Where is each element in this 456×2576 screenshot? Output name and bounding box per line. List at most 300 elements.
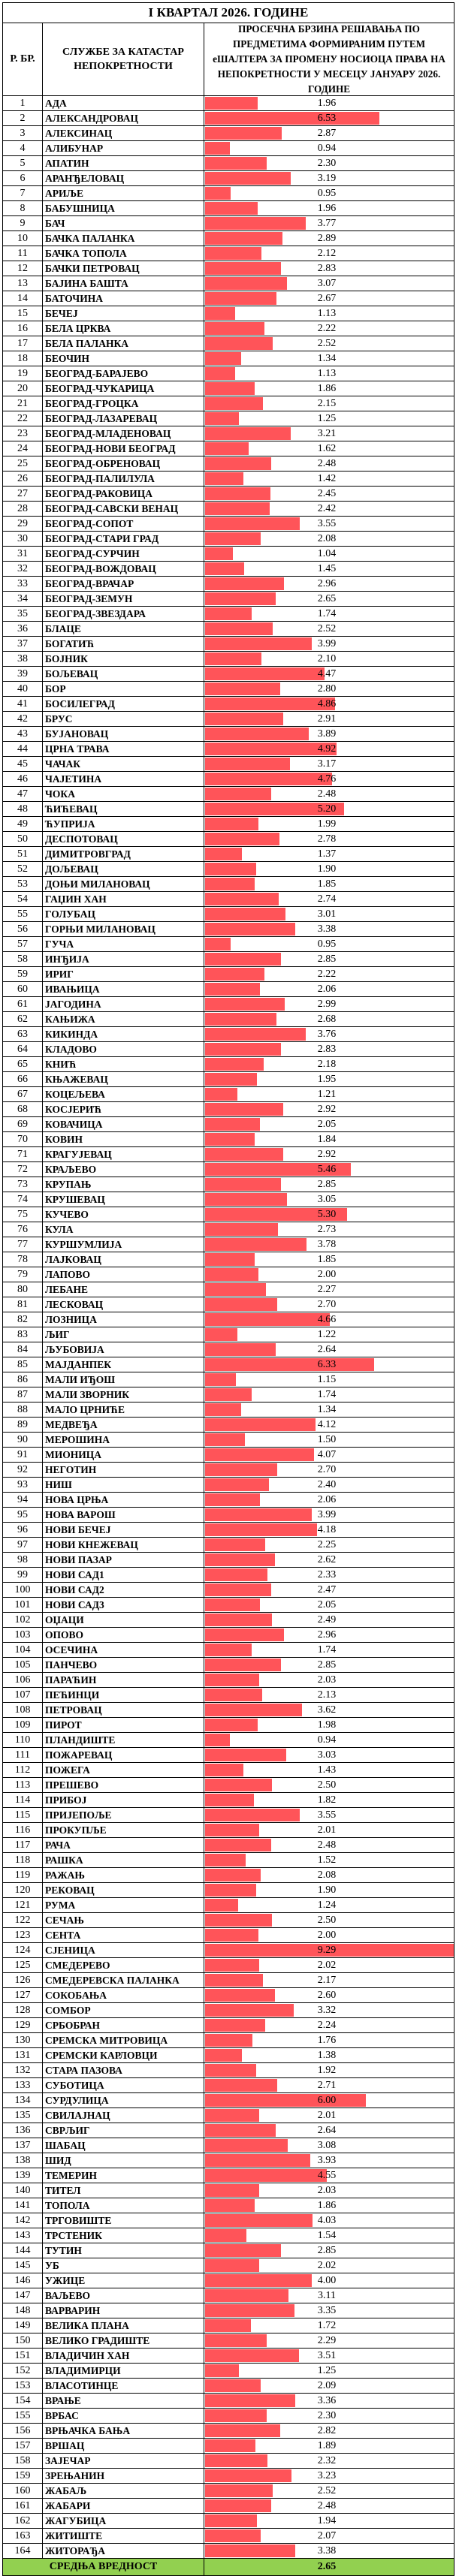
table-row <box>3 141 454 156</box>
table-row <box>3 1868 454 1883</box>
row-number: 112 <box>3 1763 43 1777</box>
value-cell <box>204 2063 454 2077</box>
value-cell <box>204 832 454 846</box>
value-text: 3.93 <box>317 2155 337 2166</box>
value-text: 1.86 <box>317 383 337 394</box>
value-text: 4.76 <box>317 773 337 785</box>
value-cell <box>204 1463 454 1477</box>
row-number: 118 <box>3 1853 43 1867</box>
service-name: НОВИ САД1 <box>43 1568 204 1582</box>
value-cell <box>204 1673 454 1687</box>
service-name: НОВИ САД3 <box>43 1598 204 1612</box>
row-number: 83 <box>3 1327 43 1342</box>
value-cell <box>204 1613 454 1627</box>
row-number: 137 <box>3 2138 43 2153</box>
table-row <box>3 366 454 381</box>
value-cell <box>204 1838 454 1852</box>
row-number: 35 <box>3 607 43 621</box>
row-number: 124 <box>3 1943 43 1957</box>
service-name: АЛЕКСАНДРОВАЦ <box>43 111 204 125</box>
value-cell <box>204 2364 454 2378</box>
row-number: 147 <box>3 2288 43 2303</box>
table-row <box>3 2303 454 2318</box>
table-row <box>3 1538 454 1553</box>
row-number: 126 <box>3 1973 43 1987</box>
value-text: 0.94 <box>317 143 337 154</box>
service-name: СОКОБАЊА <box>43 1988 204 2002</box>
value-cell <box>204 351 454 366</box>
row-number: 5 <box>3 156 43 170</box>
service-name: КРУШЕВАЦ <box>43 1192 204 1207</box>
table-row <box>3 2454 454 2469</box>
table-row <box>3 2093 454 2108</box>
header-service: СЛУЖБЕ ЗА КАТАСТАР НЕПОКРЕТНОСТИ <box>43 23 204 95</box>
service-name: ВЛАДИЧИН ХАН <box>43 2349 204 2363</box>
row-number: 162 <box>3 2514 43 2528</box>
value-cell <box>204 2424 454 2438</box>
table-row <box>3 126 454 141</box>
value-text: 3.36 <box>317 2395 337 2406</box>
service-name: БЕОГРАД-ЛАЗАРЕВАЦ <box>43 411 204 426</box>
table-row <box>3 396 454 411</box>
row-number: 134 <box>3 2093 43 2107</box>
table-row <box>3 1988 454 2003</box>
value-cell <box>204 381 454 396</box>
row-number: 146 <box>3 2273 43 2288</box>
value-text: 3.55 <box>317 1809 337 1821</box>
service-name: НИШ <box>43 1478 204 1492</box>
row-number: 12 <box>3 261 43 276</box>
service-name: БЕОГРАД-ЧУКАРИЦА <box>43 381 204 396</box>
service-name: МЕРОШИНА <box>43 1433 204 1447</box>
value-text: 1.13 <box>317 368 337 379</box>
value-text: 2.65 <box>317 593 337 604</box>
value-cell <box>204 2454 454 2468</box>
service-name: КОСЈЕРИЋ <box>43 1102 204 1116</box>
table-row <box>3 2364 454 2379</box>
row-number: 107 <box>3 1688 43 1702</box>
value-cell <box>204 1808 454 1822</box>
row-number: 111 <box>3 1748 43 1762</box>
table-row <box>3 1237 454 1252</box>
service-name: СМЕДЕРЕВСКА ПАЛАНКА <box>43 1973 204 1987</box>
service-name: НОВИ ПАЗАР <box>43 1553 204 1567</box>
table-row <box>3 592 454 607</box>
service-name: ЗАЈЕЧАР <box>43 2454 204 2468</box>
row-number: 110 <box>3 1733 43 1747</box>
value-text: 3.23 <box>317 2470 337 2481</box>
table-row <box>3 2063 454 2078</box>
row-number: 153 <box>3 2379 43 2393</box>
row-number: 115 <box>3 1808 43 1822</box>
value-text: 1.96 <box>317 203 337 214</box>
service-name: СМЕДЕРЕВО <box>43 1958 204 1972</box>
service-name: ЋИЋЕВАЦ <box>43 802 204 816</box>
row-number: 156 <box>3 2424 43 2438</box>
table-row <box>3 547 454 562</box>
service-name: СВИЛАЈНАЦ <box>43 2108 204 2123</box>
row-number: 102 <box>3 1613 43 1627</box>
service-name: СТАРА ПАЗОВА <box>43 2063 204 2077</box>
table-row <box>3 937 454 952</box>
row-number: 120 <box>3 1883 43 1897</box>
table-body <box>3 96 454 2559</box>
value-cell <box>204 2183 454 2198</box>
value-text: 2.22 <box>317 969 337 980</box>
value-text: 1.04 <box>317 548 337 559</box>
table-row <box>3 2168 454 2183</box>
table-row <box>3 1523 454 1538</box>
table-row <box>3 2469 454 2484</box>
value-text: 1.13 <box>317 308 337 319</box>
value-cell <box>204 2439 454 2453</box>
value-text: 2.29 <box>317 2335 337 2346</box>
value-cell <box>204 366 454 381</box>
service-name: ЖИТИШТЕ <box>43 2529 204 2543</box>
table-row <box>3 2409 454 2424</box>
row-number: 50 <box>3 832 43 846</box>
table-row <box>3 1147 454 1162</box>
value-cell <box>204 1643 454 1657</box>
row-number: 13 <box>3 276 43 291</box>
service-name: СЕНТА <box>43 1928 204 1942</box>
row-number: 62 <box>3 1012 43 1026</box>
table-row <box>3 2123 454 2138</box>
row-number: 32 <box>3 562 43 576</box>
service-name: ДОЊИ МИЛАНОВАЦ <box>43 877 204 891</box>
table-row <box>3 1207 454 1222</box>
value-text: 2.85 <box>317 1659 337 1671</box>
value-cell <box>204 787 454 801</box>
value-cell <box>204 1988 454 2002</box>
row-number: 53 <box>3 877 43 891</box>
value-text: 2.48 <box>317 788 337 800</box>
table-row <box>3 1928 454 1943</box>
table-row <box>3 952 454 967</box>
service-name: БРУС <box>43 712 204 726</box>
row-number: 71 <box>3 1147 43 1161</box>
value-text: 1.43 <box>317 1764 337 1776</box>
table-row <box>3 276 454 291</box>
table-row <box>3 817 454 832</box>
value-cell <box>204 1252 454 1267</box>
table-row <box>3 1387 454 1402</box>
row-number: 76 <box>3 1222 43 1237</box>
value-cell <box>204 1823 454 1837</box>
row-number: 48 <box>3 802 43 816</box>
value-text: 3.03 <box>317 1749 337 1761</box>
table-row <box>3 1418 454 1433</box>
value-text: 2.87 <box>317 128 337 139</box>
row-number: 66 <box>3 1072 43 1086</box>
service-name: ЧАЈЕТИНА <box>43 772 204 786</box>
service-name: ТРГОВИШТЕ <box>43 2213 204 2228</box>
table-row <box>3 456 454 472</box>
row-number: 128 <box>3 2003 43 2017</box>
data-table <box>2 2 454 2576</box>
row-number: 138 <box>3 2153 43 2168</box>
service-name: ИРИГ <box>43 967 204 981</box>
service-name: МИОНИЦА <box>43 1448 204 1462</box>
table-row <box>3 1342 454 1357</box>
row-number: 18 <box>3 351 43 366</box>
value-text: 2.52 <box>317 2485 337 2496</box>
table-row <box>3 246 454 261</box>
value-cell <box>204 2409 454 2423</box>
row-number: 59 <box>3 967 43 981</box>
value-text: 2.06 <box>317 984 337 995</box>
service-name: ИВАЊИЦА <box>43 982 204 996</box>
row-number: 119 <box>3 1868 43 1882</box>
service-name: БЕОГРАД-СУРЧИН <box>43 547 204 561</box>
value-text: 3.35 <box>317 2305 337 2316</box>
service-name: ОЏАЦИ <box>43 1613 204 1627</box>
table-row <box>3 2349 454 2364</box>
value-cell <box>204 1553 454 1567</box>
value-text: 1.74 <box>317 608 337 619</box>
table-row <box>3 2288 454 2303</box>
service-name: ПРИБОЈ <box>43 1793 204 1807</box>
table-row <box>3 1883 454 1898</box>
value-cell <box>204 712 454 726</box>
value-cell <box>204 2273 454 2288</box>
value-text: 2.70 <box>317 1464 337 1475</box>
row-number: 92 <box>3 1463 43 1477</box>
row-number: 142 <box>3 2213 43 2228</box>
value-text: 2.06 <box>317 1494 337 1505</box>
value-text: 1.85 <box>317 1254 337 1265</box>
row-number: 30 <box>3 532 43 546</box>
row-number: 4 <box>3 141 43 155</box>
value-cell <box>204 1267 454 1282</box>
table-row <box>3 381 454 396</box>
value-text: 4.03 <box>317 2215 337 2226</box>
table-row <box>3 2018 454 2033</box>
table-row <box>3 351 454 366</box>
value-cell <box>204 246 454 261</box>
row-number: 67 <box>3 1087 43 1101</box>
table-row <box>3 637 454 652</box>
value-text: 1.90 <box>317 1885 337 1896</box>
row-number: 16 <box>3 321 43 336</box>
service-name: АЛИБУНАР <box>43 141 204 155</box>
row-number: 37 <box>3 637 43 651</box>
row-number: 125 <box>3 1958 43 1972</box>
row-number: 45 <box>3 757 43 771</box>
table-row <box>3 201 454 216</box>
value-cell <box>204 2318 454 2333</box>
value-text: 1.85 <box>317 878 337 890</box>
value-text: 4.12 <box>317 1419 337 1430</box>
table-row <box>3 1042 454 1057</box>
value-cell <box>204 757 454 771</box>
table-row <box>3 2273 454 2288</box>
table-title: I КВАРТАЛ 2026. ГОДИНЕ <box>3 3 454 23</box>
table-row <box>3 231 454 246</box>
service-name: КАЊИЖА <box>43 1012 204 1026</box>
row-number: 82 <box>3 1312 43 1327</box>
value-text: 3.89 <box>317 728 337 740</box>
value-cell <box>204 847 454 861</box>
table-row <box>3 472 454 487</box>
row-number: 42 <box>3 712 43 726</box>
service-name: АРАНЂЕЛОВАЦ <box>43 171 204 185</box>
value-text: 2.24 <box>317 2020 337 2031</box>
row-number: 87 <box>3 1387 43 1402</box>
row-number: 6 <box>3 171 43 185</box>
value-cell <box>204 1973 454 1987</box>
value-text: 5.46 <box>317 1164 337 1175</box>
table-row <box>3 171 454 186</box>
service-name: КРУПАЊ <box>43 1177 204 1192</box>
table-row <box>3 1688 454 1703</box>
value-cell <box>204 276 454 291</box>
service-name: ЗРЕЊАНИН <box>43 2469 204 2483</box>
row-number: 10 <box>3 231 43 246</box>
value-text: 1.95 <box>317 1074 337 1085</box>
value-text: 2.02 <box>317 1960 337 1971</box>
row-number: 15 <box>3 306 43 321</box>
value-text: 2.50 <box>317 1779 337 1791</box>
value-cell <box>204 667 454 681</box>
value-cell <box>204 997 454 1011</box>
value-cell <box>204 2288 454 2303</box>
service-name: ГОЛУБАЦ <box>43 907 204 921</box>
row-number: 24 <box>3 441 43 456</box>
row-number: 3 <box>3 126 43 140</box>
row-number: 80 <box>3 1282 43 1297</box>
value-text: 1.45 <box>317 563 337 574</box>
service-name: ТОПОЛА <box>43 2198 204 2213</box>
value-cell <box>204 1312 454 1327</box>
table-row <box>3 982 454 997</box>
value-cell <box>204 1478 454 1492</box>
value-text: 4.00 <box>317 2275 337 2286</box>
row-number: 96 <box>3 1523 43 1537</box>
table-row <box>3 96 454 111</box>
value-cell <box>204 1763 454 1777</box>
value-text: 3.55 <box>317 518 337 529</box>
table-row <box>3 667 454 682</box>
value-cell <box>204 2379 454 2393</box>
value-cell <box>204 2529 454 2543</box>
value-text: 1.82 <box>317 1794 337 1806</box>
service-name: ВРБАС <box>43 2409 204 2423</box>
table-row <box>3 967 454 982</box>
value-cell <box>204 1958 454 1972</box>
row-number: 81 <box>3 1297 43 1312</box>
service-name: БАБУШНИЦА <box>43 201 204 215</box>
service-name: КНИЋ <box>43 1057 204 1071</box>
table-row <box>3 426 454 441</box>
table-row <box>3 1463 454 1478</box>
service-name: БАЧКИ ПЕТРОВАЦ <box>43 261 204 276</box>
value-text: 2.40 <box>317 1479 337 1490</box>
value-text: 1.96 <box>317 98 337 109</box>
value-text: 2.30 <box>317 158 337 169</box>
value-cell <box>204 2514 454 2528</box>
value-text: 2.45 <box>317 488 337 499</box>
service-name: БЕОГРАД-ГРОЦКА <box>43 396 204 411</box>
row-number: 68 <box>3 1102 43 1116</box>
row-number: 123 <box>3 1928 43 1942</box>
service-name: СЕЧАЊ <box>43 1913 204 1927</box>
value-cell <box>204 1898 454 1912</box>
table-row <box>3 2379 454 2394</box>
row-number: 31 <box>3 547 43 561</box>
value-cell <box>204 441 454 456</box>
row-number: 157 <box>3 2439 43 2453</box>
value-cell <box>204 517 454 531</box>
service-name: МАЈДАНПЕК <box>43 1357 204 1372</box>
row-number: 2 <box>3 111 43 125</box>
row-number: 49 <box>3 817 43 831</box>
service-name: АРИЉЕ <box>43 186 204 200</box>
row-number: 117 <box>3 1838 43 1852</box>
table-row <box>3 1327 454 1342</box>
value-text: 3.78 <box>317 1239 337 1250</box>
value-text: 2.25 <box>317 1539 337 1550</box>
row-number: 70 <box>3 1132 43 1146</box>
service-name: ТРСТЕНИК <box>43 2228 204 2243</box>
service-name: АЛЕКСИНАЦ <box>43 126 204 140</box>
value-cell <box>204 1883 454 1897</box>
value-cell <box>204 306 454 321</box>
value-text: 2.18 <box>317 1059 337 1070</box>
value-cell <box>204 607 454 621</box>
table-row <box>3 1943 454 1958</box>
row-number: 141 <box>3 2198 43 2213</box>
table-row <box>3 2003 454 2018</box>
value-text: 2.52 <box>317 338 337 349</box>
service-name: РАШКА <box>43 1853 204 1867</box>
row-number: 135 <box>3 2108 43 2123</box>
table-row <box>3 1027 454 1042</box>
value-cell <box>204 126 454 140</box>
value-text: 2.32 <box>317 2455 337 2466</box>
service-name: ИНЂИЈА <box>43 952 204 966</box>
value-text: 0.95 <box>317 939 337 950</box>
header-row <box>3 23 454 96</box>
row-number: 46 <box>3 772 43 786</box>
row-number: 150 <box>3 2333 43 2348</box>
value-text: 1.22 <box>317 1329 337 1340</box>
row-number: 78 <box>3 1252 43 1267</box>
table-row <box>3 1793 454 1808</box>
table-row <box>3 2484 454 2499</box>
service-name: АДА <box>43 96 204 110</box>
value-text: 4.66 <box>317 1314 337 1325</box>
service-name: ЖИТОРАЂА <box>43 2544 204 2558</box>
row-number: 84 <box>3 1342 43 1357</box>
service-name: СОМБОР <box>43 2003 204 2017</box>
value-text: 3.07 <box>317 278 337 289</box>
value-text: 4.18 <box>317 1524 337 1535</box>
table-row <box>3 1823 454 1838</box>
table-row <box>3 2333 454 2349</box>
service-name: СРЕМСКА МИТРОВИЦА <box>43 2033 204 2047</box>
value-text: 2.96 <box>317 578 337 589</box>
value-text: 3.99 <box>317 638 337 649</box>
table-row <box>3 1658 454 1673</box>
value-text: 3.19 <box>317 173 337 184</box>
value-cell <box>204 1718 454 1732</box>
service-name: БЕЧЕЈ <box>43 306 204 321</box>
value-cell <box>204 697 454 711</box>
row-number: 39 <box>3 667 43 681</box>
table-row <box>3 2499 454 2514</box>
row-number: 72 <box>3 1162 43 1177</box>
